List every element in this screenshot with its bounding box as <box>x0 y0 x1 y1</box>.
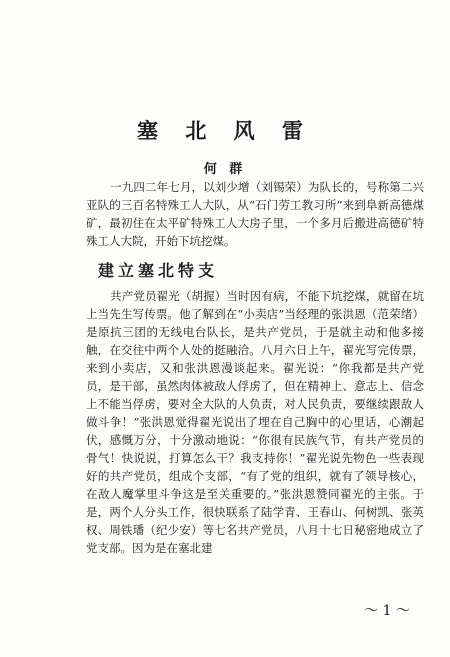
chapter-title: 塞 北 风 雷 <box>137 119 313 143</box>
section-heading: 建立塞北特支 <box>98 261 219 280</box>
author-name: 何 群 <box>203 162 247 177</box>
body-paragraph: 共产党员翟光（胡握）当时因有病，不能下坑挖煤，就留在坑上当先生写传票。他了解到在“小卖店”当经理的张洪恩（范荣绪）是原抗三团的无线电台队长，是共产党员，于是就主动和他多接触，在交往中两个人处的挺融洽。八月六日上午，翟光写完传票，来到小卖店，又和张洪恩漫谈起来。翟光说：“你我都是共产党员，是干部，虽然肉体被敌人俘虏了，但在精神上、意志上、信念上不能当俘虏，要对全大队的人负责，对人民负责，要继续跟敌人做斗争！”张洪恩觉得翟光说出了埋在自己胸中的心里话，心潮起伏，感慨万分，十分激动地说：“你很有民族气节，有共产党员的骨气！快说说，打算怎么干？我支持你！”翟光说先物色一些表现好的共产党员，组成个支部，“有了党的组织，就有了领导核心，在敌人魔掌里斗争这是至关重要的。”张洪恩赞同翟光的主张。于是，两个人分头工作，很快联系了陆学青、王春山、何树凯、张英权、周铁璠（纪少安）等七名共产党员，八月十七日秘密地成立了党支部。因为是在塞北建 <box>86 289 424 555</box>
intro-paragraph: 一九四二年七月，以刘少增（刘锡荣）为队长的，号称第二兴亚队的三百名特殊工人大队，从“石门劳工教习所”来到阜新高德煤矿，最初住在太平矿特殊工人大房子里，一个多月后搬进高德矿特殊工人大院，开始下坑挖煤。 <box>86 180 424 248</box>
page-number: ～ 1 ～ <box>364 603 410 619</box>
